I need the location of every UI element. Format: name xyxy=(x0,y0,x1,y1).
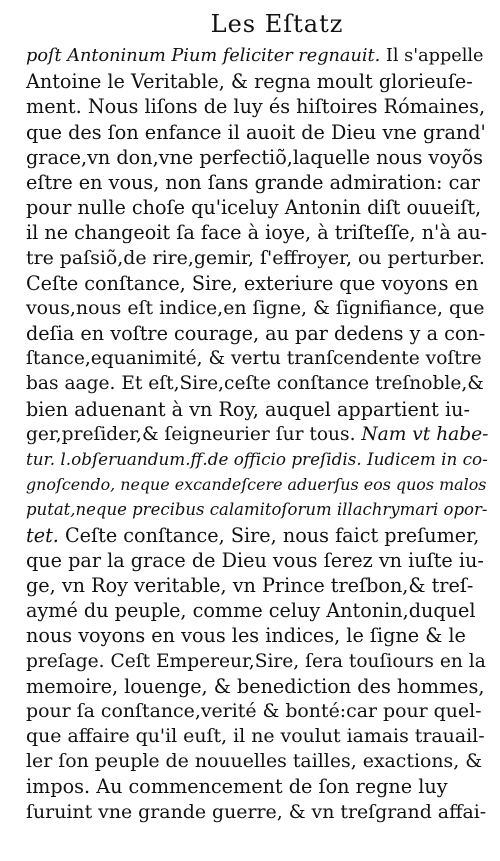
roman-run: que affaire qu'il euſt, il ne voulut iamais trauail- xyxy=(26,725,485,748)
roman-run: impos. Au commencement de ſon regne luy xyxy=(26,775,448,799)
text-line xyxy=(26,774,488,799)
text-line xyxy=(26,44,488,69)
roman-run: grace,vn don,vne perfectiõ,laquelle nous voyõs xyxy=(26,145,483,169)
text-line xyxy=(26,724,488,749)
roman-run: preſage. Ceſt Empereur,Sire, ſera touſiours en la xyxy=(26,650,486,672)
text-line xyxy=(26,523,488,548)
roman-run: pour nulle choſe qu'iceluy Antonin diſt ouueiſt, xyxy=(26,196,482,220)
roman-run: il ne changeoit ſa face à ioye, à triſteſſe, n'à au- xyxy=(26,221,488,245)
roman-run: eſtre en vous, non ſans grande admiration: car xyxy=(26,170,480,194)
roman-run: pour ſa conſtance,verité & bonté:car pour quel- xyxy=(26,699,482,722)
roman-run: bien aduenant à vn Roy, auquel appartient iu- xyxy=(26,397,470,421)
roman-run: ment. Nous liſons de luy és hiſtoires Rómaines, xyxy=(26,95,486,119)
text-line xyxy=(26,623,488,648)
roman-run: Ceſte conſtance, Sire, nous faict preſumer, xyxy=(58,523,480,547)
text-line xyxy=(26,749,488,774)
text-line xyxy=(26,69,488,94)
roman-run: ger,preſider,& ſeigneurier ſur tous. xyxy=(26,423,362,445)
roman-run: deſia en voſtre courage, au par dedens y a con- xyxy=(26,322,486,346)
roman-run: nous voyons en vous les indices, le ſigne & le xyxy=(26,624,466,648)
roman-run: aymé du peuple, comme celuy Antonin,duquel xyxy=(26,599,476,623)
running-head: Les Eſtatz xyxy=(210,10,344,38)
text-line xyxy=(26,548,488,573)
italic-run: Nam vt habe- xyxy=(361,423,489,445)
roman-run: bas aage. Et eſt,Sire,ceſte conſtance treſnoble,& xyxy=(26,373,484,395)
roman-run: que des ſon enfance il auoit de Dieu vne grand' xyxy=(26,120,486,144)
text-line xyxy=(26,296,488,321)
roman-run: Il s'appelle xyxy=(380,46,484,66)
text-line xyxy=(26,472,488,497)
roman-run: vous,nous eſt indice,en ſigne, & ſignifiance, que xyxy=(26,296,485,319)
text-line xyxy=(26,321,488,346)
text-line xyxy=(26,271,488,296)
text-line xyxy=(26,170,488,195)
roman-run: ler ſon peuple de nouuelles tailles, exactions, & xyxy=(26,750,483,773)
text-line xyxy=(26,447,488,472)
text-line xyxy=(26,800,488,825)
text-line xyxy=(26,649,488,674)
roman-run: ge, vn Roy veritable, vn Prince treſbon,& treſ- xyxy=(26,573,474,597)
text-line xyxy=(26,598,488,623)
italic-run: putat,neque precibus calamitoſorum illachrymari opor- xyxy=(26,500,488,520)
text-line xyxy=(26,246,488,271)
text-line xyxy=(26,371,488,396)
italic-run: poſt Antoninum Pium feliciter regnauit. xyxy=(26,46,381,66)
text-line xyxy=(26,699,488,724)
italic-run: tet. xyxy=(26,523,59,547)
text-line xyxy=(26,573,488,598)
text-line xyxy=(26,145,488,170)
text-line xyxy=(26,195,488,220)
roman-run: memoire, louenge, & benediction des hommes, xyxy=(26,674,485,698)
text-line xyxy=(26,674,488,699)
text-line xyxy=(26,397,488,422)
roman-run: ſtance,equanimité, & vertu tranſcendente voſtre xyxy=(26,348,482,370)
roman-run: tre paſsiõ,de rire,gemir, ſ'effroyer, ou perturber. xyxy=(26,246,485,269)
roman-run: Ceſte conſtance, Sire, exteriure que voyons en xyxy=(26,271,479,295)
text-line xyxy=(26,120,488,145)
roman-run: ſuruint vne grande guerre, & vn treſgrand affai- xyxy=(26,800,487,823)
text-line xyxy=(26,422,488,447)
italic-run: tur. l.obſeruandum.ff.de officio preſidis. Iudicem in co- xyxy=(26,449,488,469)
text-line xyxy=(26,497,488,522)
text-line xyxy=(26,346,488,371)
text-line xyxy=(26,220,488,245)
italic-run: gnoſcendo, neque excandeſcere aduerſus eos quos malos xyxy=(26,475,487,495)
roman-run: que par la grace de Dieu vous ſerez vn iuſte iu- xyxy=(26,548,484,572)
roman-run: Antoine le Veritable, & regna moult glorieuſe- xyxy=(26,70,473,94)
text-line xyxy=(26,94,488,119)
body-text xyxy=(26,44,488,825)
